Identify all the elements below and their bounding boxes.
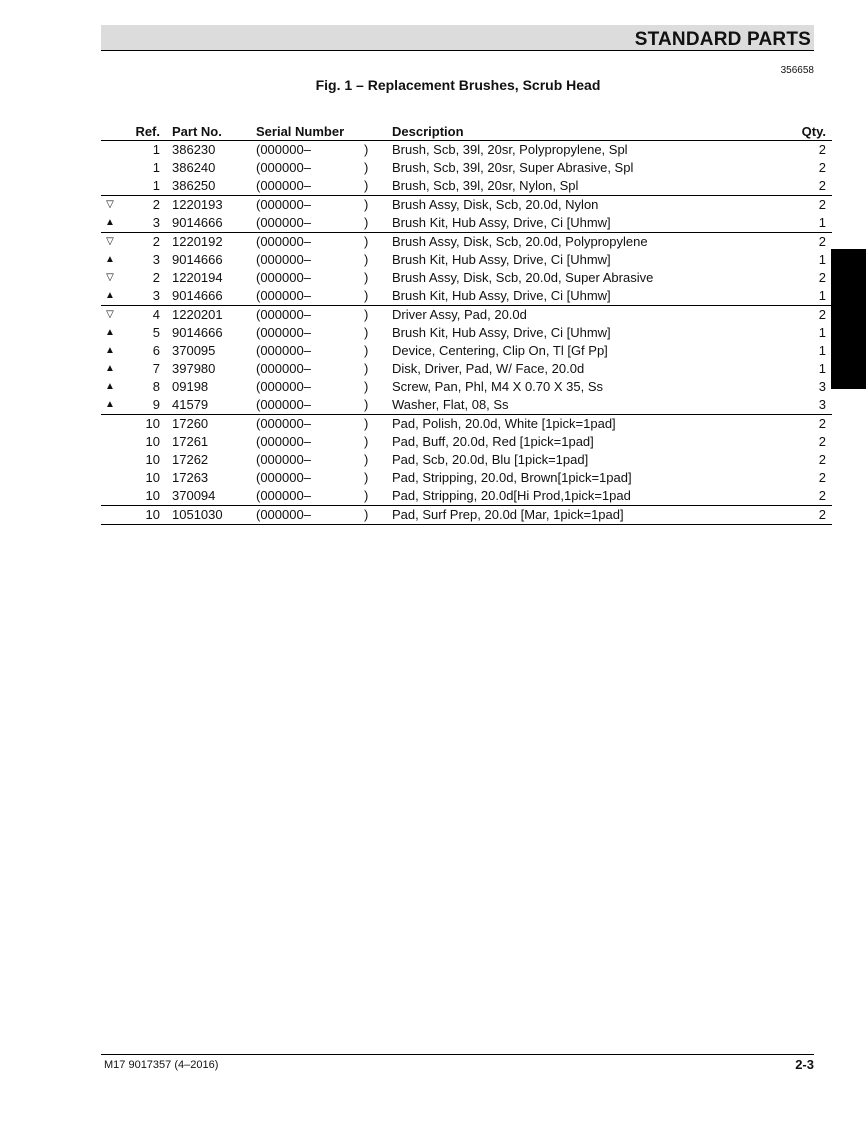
serial-number: (000000– <box>256 196 364 215</box>
part-description: Pad, Stripping, 20.0d[Hi Prod,1pick=1pad <box>392 488 631 503</box>
part-description: Disk, Driver, Pad, W/ Face, 20.0d <box>392 361 585 376</box>
manual-id: M17 9017357 (4–2016) <box>104 1059 219 1071</box>
row-marker-icon: ▲ <box>105 254 115 265</box>
serial-range-end: ) <box>364 361 369 376</box>
serial-number: (000000– <box>256 379 311 394</box>
serial-range-end: ) <box>364 288 369 303</box>
part-number: 386250 <box>172 178 216 193</box>
serial-range-end: ) <box>364 306 392 325</box>
page-number: 2-3 <box>795 1057 814 1072</box>
serial-range-end: ) <box>364 488 369 503</box>
ref-number: 2 <box>152 270 160 285</box>
table-row <box>101 177 832 196</box>
row-marker-icon: ▽ <box>101 306 119 325</box>
part-number: 370095 <box>172 343 216 358</box>
serial-number: (000000– <box>256 252 311 267</box>
quantity: 1 <box>818 252 826 267</box>
serial-range-end: ) <box>364 270 369 285</box>
quantity: 1 <box>818 288 826 303</box>
row-marker-icon <box>101 159 119 177</box>
table-row <box>101 251 832 269</box>
quantity: 2 <box>782 415 832 434</box>
serial-number: (000000– <box>256 506 364 525</box>
part-number: 17260 <box>172 415 256 434</box>
row-marker-icon <box>101 433 119 451</box>
part-number: 09198 <box>172 379 209 394</box>
serial-range-end: ) <box>364 196 392 215</box>
table-header-row <box>101 124 832 141</box>
part-number: 41579 <box>172 397 209 412</box>
part-description: Pad, Polish, 20.0d, White [1pick=1pad] <box>392 415 782 434</box>
serial-range-end: ) <box>364 142 369 157</box>
row-marker-icon: ▲ <box>105 399 115 410</box>
part-description: Brush Kit, Hub Assy, Drive, Ci [Uhmw] <box>392 288 611 303</box>
part-description: Screw, Pan, Phl, M4 X 0.70 X 35, Ss <box>392 379 603 394</box>
ref-number: 3 <box>152 215 160 230</box>
table-row <box>101 233 832 252</box>
part-description: Brush, Scb, 39l, 20sr, Nylon, Spl <box>392 178 579 193</box>
quantity: 2 <box>782 233 832 252</box>
part-description: Pad, Scb, 20.0d, Blu [1pick=1pad] <box>392 452 589 467</box>
table-row <box>101 269 832 287</box>
part-description: Brush Kit, Hub Assy, Drive, Ci [Uhmw] <box>392 215 611 230</box>
section-tab-marker <box>831 249 866 389</box>
part-description: Brush Assy, Disk, Scb, 20.0d, Nylon <box>392 196 782 215</box>
part-number: 17262 <box>172 452 209 467</box>
table-row <box>101 214 832 233</box>
quantity: 2 <box>818 452 826 467</box>
serial-number: (000000– <box>256 178 311 193</box>
serial-number: (000000– <box>256 343 311 358</box>
quantity: 2 <box>818 270 826 285</box>
row-marker-icon <box>101 177 119 196</box>
row-marker-icon <box>101 469 119 487</box>
serial-number: (000000– <box>256 306 364 325</box>
part-number: 370094 <box>172 488 216 503</box>
ref-number: 10 <box>145 452 160 467</box>
quantity: 2 <box>818 434 826 449</box>
quantity: 2 <box>782 306 832 325</box>
serial-range-end: ) <box>364 343 369 358</box>
table-row <box>101 378 832 396</box>
part-description: Device, Centering, Clip On, Tl [Gf Pp] <box>392 343 608 358</box>
ref-number: 3 <box>152 288 160 303</box>
row-marker-icon <box>101 506 119 525</box>
parts-table-body <box>101 141 832 525</box>
table-row <box>101 306 832 325</box>
table-row <box>101 506 832 525</box>
quantity: 3 <box>818 397 826 412</box>
footer-divider <box>101 1054 814 1055</box>
ref-number: 4 <box>119 306 172 325</box>
serial-range-end: ) <box>364 160 369 175</box>
serial-number: (000000– <box>256 361 311 376</box>
serial-range-end: ) <box>364 506 392 525</box>
table-row <box>101 324 832 342</box>
serial-number: (000000– <box>256 434 311 449</box>
part-number: 9014666 <box>172 215 223 230</box>
serial-range-end: ) <box>364 470 369 485</box>
part-number: 9014666 <box>172 325 223 340</box>
row-marker-icon: ▲ <box>105 327 115 338</box>
serial-range-end: ) <box>364 415 392 434</box>
part-number: 397980 <box>172 361 216 376</box>
table-row <box>101 342 832 360</box>
table-row <box>101 469 832 487</box>
serial-number: (000000– <box>256 215 311 230</box>
serial-range-end: ) <box>364 233 392 252</box>
serial-range-end: ) <box>364 379 369 394</box>
part-number: 9014666 <box>172 252 223 267</box>
ref-number: 10 <box>145 434 160 449</box>
quantity: 2 <box>818 160 826 175</box>
quantity: 1 <box>818 325 826 340</box>
part-number: 386240 <box>172 160 216 175</box>
row-marker-icon: ▲ <box>105 290 115 301</box>
quantity: 3 <box>818 379 826 394</box>
part-number: 1220194 <box>172 270 223 285</box>
serial-number: (000000– <box>256 488 311 503</box>
parts-table <box>101 124 832 525</box>
quantity: 2 <box>818 488 826 503</box>
serial-range-end: ) <box>364 252 369 267</box>
row-marker-icon <box>101 487 119 506</box>
part-number: 9014666 <box>172 288 223 303</box>
quantity: 2 <box>818 142 826 157</box>
part-number: 17261 <box>172 434 209 449</box>
serial-range-end: ) <box>364 452 369 467</box>
table-row <box>101 396 832 415</box>
quantity: 2 <box>782 506 832 525</box>
quantity: 1 <box>818 361 826 376</box>
serial-number: (000000– <box>256 470 311 485</box>
part-description: Pad, Surf Prep, 20.0d [Mar, 1pick=1pad] <box>392 506 782 525</box>
ref-number: 9 <box>152 397 160 412</box>
column-header-description: Description <box>392 124 782 141</box>
table-row <box>101 487 832 506</box>
part-description: Brush, Scb, 39l, 20sr, Super Abrasive, Spl <box>392 160 634 175</box>
ref-number: 10 <box>119 506 172 525</box>
ref-number: 1 <box>152 160 160 175</box>
serial-number: (000000– <box>256 325 311 340</box>
ref-number: 3 <box>152 252 160 267</box>
row-marker-icon: ▲ <box>105 363 115 374</box>
row-marker-icon: ▽ <box>101 233 119 252</box>
part-number: 1220192 <box>172 233 256 252</box>
part-number: 1220193 <box>172 196 256 215</box>
serial-number: (000000– <box>256 288 311 303</box>
part-number: 1220201 <box>172 306 256 325</box>
column-header-ref: Ref. <box>119 124 172 141</box>
serial-number: (000000– <box>256 160 311 175</box>
serial-range-end: ) <box>364 178 369 193</box>
part-number: 17263 <box>172 470 209 485</box>
serial-number: (000000– <box>256 142 311 157</box>
quantity: 2 <box>782 196 832 215</box>
ref-number: 8 <box>152 379 160 394</box>
part-description: Driver Assy, Pad, 20.0d <box>392 306 782 325</box>
column-header-mark <box>101 124 119 141</box>
ref-number: 2 <box>119 233 172 252</box>
serial-number: (000000– <box>256 233 364 252</box>
serial-range-end: ) <box>364 325 369 340</box>
part-description: Brush Kit, Hub Assy, Drive, Ci [Uhmw] <box>392 252 611 267</box>
quantity: 2 <box>818 178 826 193</box>
row-marker-icon: ▲ <box>105 345 115 356</box>
row-marker-icon: ▽ <box>101 196 119 215</box>
part-description: Brush, Scb, 39l, 20sr, Polypropylene, Spl <box>392 142 628 157</box>
row-marker-icon <box>101 141 119 160</box>
quantity: 2 <box>818 470 826 485</box>
ref-number: 2 <box>119 196 172 215</box>
figure-title: Fig. 1 – Replacement Brushes, Scrub Head <box>315 77 601 93</box>
serial-number: (000000– <box>256 415 364 434</box>
part-number: 1051030 <box>172 506 256 525</box>
part-description: Pad, Buff, 20.0d, Red [1pick=1pad] <box>392 434 594 449</box>
part-description: Brush Assy, Disk, Scb, 20.0d, Polypropylene <box>392 233 782 252</box>
serial-range-end: ) <box>364 434 369 449</box>
ref-number: 1 <box>152 142 160 157</box>
ref-number: 10 <box>145 488 160 503</box>
table-row <box>101 415 832 434</box>
header-bar <box>101 25 814 51</box>
part-description: Brush Assy, Disk, Scb, 20.0d, Super Abrasive <box>392 270 654 285</box>
part-description: Brush Kit, Hub Assy, Drive, Ci [Uhmw] <box>392 325 611 340</box>
serial-number: (000000– <box>256 452 311 467</box>
column-header-serial-number: Serial Number <box>256 124 364 141</box>
document-number: 356658 <box>780 65 814 76</box>
serial-range-end: ) <box>364 397 369 412</box>
row-marker-icon: ▲ <box>105 217 115 228</box>
ref-number: 6 <box>152 343 160 358</box>
table-row <box>101 141 832 160</box>
table-row <box>101 360 832 378</box>
row-marker-icon <box>101 415 119 434</box>
ref-number: 1 <box>152 178 160 193</box>
column-header-serial-end <box>364 124 392 141</box>
row-marker-icon <box>101 451 119 469</box>
part-description: Pad, Stripping, 20.0d, Brown[1pick=1pad] <box>392 470 632 485</box>
quantity: 1 <box>818 343 826 358</box>
ref-number: 10 <box>145 470 160 485</box>
column-header-qty: Qty. <box>782 124 832 141</box>
ref-number: 5 <box>152 325 160 340</box>
table-row <box>101 287 832 306</box>
row-marker-icon: ▽ <box>106 272 114 283</box>
part-description: Washer, Flat, 08, Ss <box>392 397 509 412</box>
section-title: STANDARD PARTS <box>634 29 811 50</box>
table-row <box>101 451 832 469</box>
table-row <box>101 196 832 215</box>
serial-number: (000000– <box>256 397 311 412</box>
ref-number: 7 <box>152 361 160 376</box>
serial-number: (000000– <box>256 270 311 285</box>
ref-number: 10 <box>119 415 172 434</box>
part-number: 386230 <box>172 142 216 157</box>
row-marker-icon: ▲ <box>105 381 115 392</box>
serial-range-end: ) <box>364 215 369 230</box>
table-row <box>101 433 832 451</box>
table-row <box>101 159 832 177</box>
column-header-part-no: Part No. <box>172 124 256 141</box>
quantity: 1 <box>818 215 826 230</box>
